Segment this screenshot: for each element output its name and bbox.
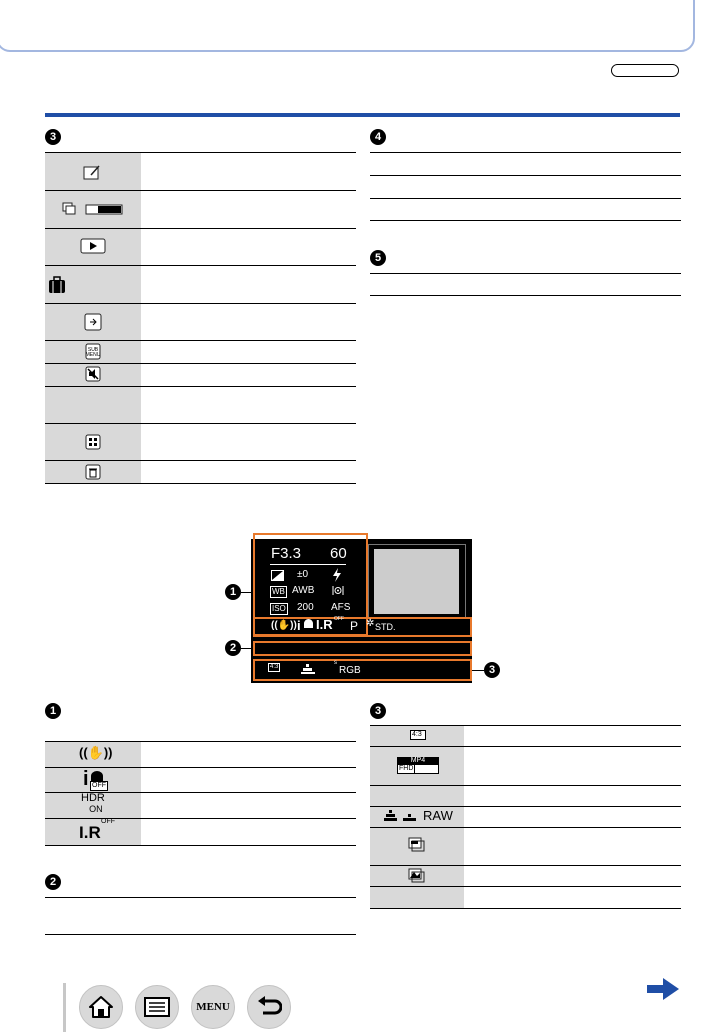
silent-mode-icon: [85, 366, 101, 382]
menu-label: MENU: [196, 1001, 230, 1013]
table-row: [370, 746, 681, 747]
playback-icon: [80, 238, 106, 254]
table-rule: [45, 845, 356, 846]
aspect-ratio-badge: 4:3: [410, 730, 426, 740]
table-rule: [45, 483, 356, 484]
callout-badge-1: 1: [225, 584, 241, 600]
quality-icon: [384, 810, 418, 822]
nav-divider: [63, 983, 66, 1032]
iso-label: ISO: [272, 604, 286, 613]
suitcase-icon: [47, 276, 67, 294]
grid-pattern-icon: [85, 434, 101, 450]
wb-value: AWB: [292, 585, 315, 596]
home-button[interactable]: [79, 985, 123, 1029]
aspect-ratio-badge: 4:3: [270, 664, 279, 670]
preview-frame: [368, 544, 466, 619]
section-badge-2: 2: [45, 874, 61, 890]
table-row: [45, 340, 356, 341]
lcd-divider: [270, 564, 346, 565]
raw-label: RAW: [423, 808, 453, 823]
iso-value: 200: [297, 602, 314, 613]
i-dynamic-icon: i: [83, 768, 89, 790]
aperture-value: F3.3: [271, 545, 302, 562]
callout-badge-2: 2: [225, 640, 241, 656]
table-row: [45, 767, 356, 768]
section-badge-4: 4: [370, 129, 386, 145]
contents-button[interactable]: [135, 985, 179, 1029]
highlight-area-2: [253, 641, 472, 656]
sub-menu-icon: [85, 343, 101, 360]
section-badge-3: 3: [45, 129, 61, 145]
table-rule: [370, 908, 681, 909]
stabilizer-icon: ((✋)): [79, 745, 113, 760]
table-row: [45, 386, 356, 387]
callout-badge-3: 3: [484, 662, 500, 678]
table-row: [45, 363, 356, 364]
delete-icon: [85, 464, 101, 480]
table-row: [370, 198, 681, 199]
shutter-value: 60: [330, 545, 347, 562]
next-page-arrow-icon[interactable]: [645, 977, 681, 1001]
table-row: [370, 785, 681, 786]
table-row: [45, 423, 356, 424]
stabilizer-icon: ((✋)): [271, 620, 297, 631]
ir-sup: OFF: [334, 616, 344, 622]
export-icon: [84, 313, 102, 331]
callout-line-3: [472, 670, 484, 671]
metering-icon: [331, 584, 345, 597]
mp4-fhd-icon: [397, 757, 439, 774]
fhd-label: FHD: [399, 765, 414, 772]
hdr-top-text: HDR: [81, 792, 105, 804]
section-divider: [45, 113, 680, 117]
svg-text:MENU: MENU: [85, 352, 101, 358]
table-row: [45, 265, 356, 266]
ir-icon: I.R: [79, 823, 101, 842]
quality-icon: [301, 664, 315, 674]
i-dynamic-icon: i: [297, 618, 301, 633]
exposure-icon: [271, 570, 284, 581]
table-row: [370, 827, 681, 828]
highlight-area-3: [253, 659, 472, 681]
hdr-icon: [81, 793, 105, 815]
focus-mode: AFS: [331, 602, 351, 613]
mode-indicator: P: [350, 619, 359, 633]
page-frame: [0, 0, 695, 52]
ir-sup: OFF: [101, 818, 115, 825]
table-rule: [370, 152, 681, 153]
post-focus-icon: [408, 868, 426, 884]
table-rule: [45, 897, 356, 898]
off-label: OFF: [92, 782, 106, 789]
color-space-prefix: s: [334, 660, 337, 666]
table-rule: [370, 295, 681, 296]
table-row: [370, 865, 681, 866]
i-dynamic-shape: [91, 771, 103, 781]
list-icon: [144, 997, 170, 1017]
page-label-pill: [611, 64, 679, 77]
table-row: [45, 190, 356, 191]
exposure-value: ±0: [297, 569, 309, 580]
table-rule: [370, 273, 681, 274]
home-icon: [88, 995, 114, 1019]
i-dynamic-shape: [304, 619, 313, 628]
wb-label: WB: [272, 587, 285, 596]
flash-icon: [332, 568, 342, 582]
menu-button[interactable]: [191, 985, 235, 1029]
table-rule: [370, 220, 681, 221]
back-button[interactable]: [247, 985, 291, 1029]
table-row: [370, 886, 681, 887]
section-badge-1: 1: [45, 703, 61, 719]
table-rule: [45, 934, 356, 935]
section-badge-3: 3: [370, 703, 386, 719]
table-row: [45, 460, 356, 461]
svg-text:SUB: SUB: [87, 347, 99, 353]
return-arrow-icon: [256, 996, 282, 1018]
edit-frame-icon: [83, 165, 101, 181]
4k-photo-icon: [408, 837, 426, 853]
ir-icon: I.R: [316, 617, 333, 632]
burst-level-icon: [62, 202, 124, 216]
hdr-bottom-text: ON: [89, 804, 103, 814]
table-row: [45, 303, 356, 304]
color-space: RGB: [339, 665, 361, 676]
photo-style: STD.: [375, 622, 396, 632]
section-badge-5: 5: [370, 250, 386, 266]
photo-style-icon: ✲: [366, 618, 375, 629]
callout-line-2: [241, 648, 253, 649]
mp4-label: MP4: [397, 757, 439, 765]
callout-line-1: [241, 592, 253, 593]
table-row: [370, 175, 681, 176]
table-row: [370, 806, 681, 807]
table-row: [45, 818, 356, 819]
table-row: [45, 228, 356, 229]
